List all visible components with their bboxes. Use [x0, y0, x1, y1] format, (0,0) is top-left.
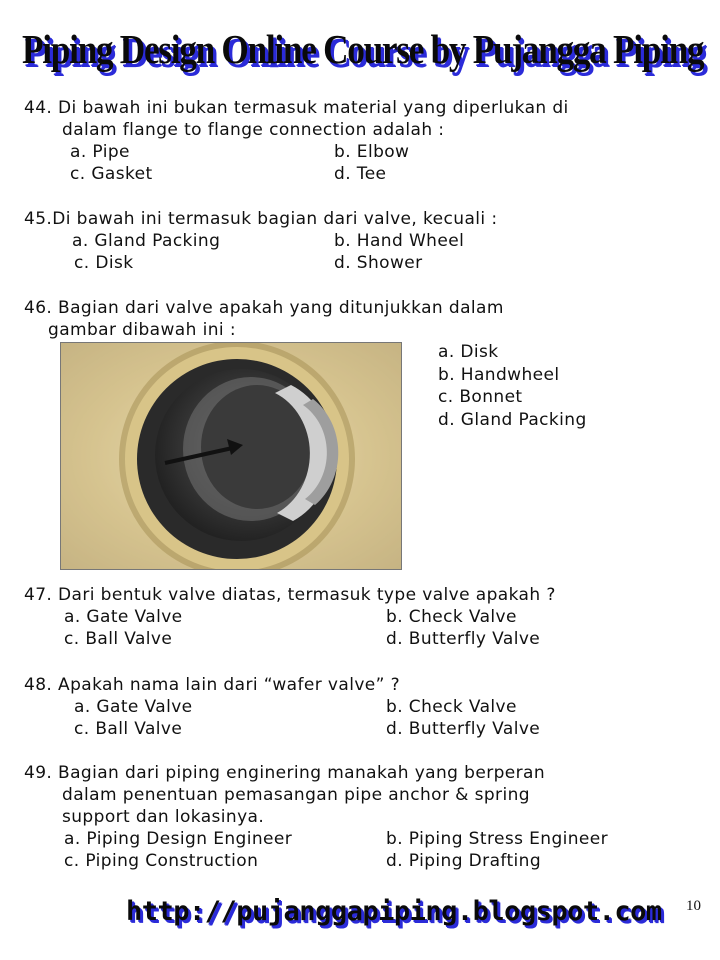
- option-b: b. Handwheel: [438, 364, 560, 385]
- options: [24, 230, 497, 274]
- page-number: 10: [686, 898, 701, 914]
- option-d: d. Tee: [334, 164, 387, 184]
- option-a: a. Disk: [438, 342, 499, 362]
- question-stem: 46. Bagian dari valve apakah yang ditunjukkan dalam: [24, 298, 504, 318]
- options: [24, 606, 556, 650]
- page-title: Piping Design Online Course by Pujangga Piping: [22, 26, 704, 72]
- option-b: b. Check Valve: [386, 697, 517, 717]
- option-a: a. Gate Valve: [74, 697, 193, 717]
- question-stem-cont: dalam flange to flange connection adalah :: [62, 120, 445, 140]
- valve-disk-photo: [60, 342, 402, 570]
- question-44: [24, 97, 569, 185]
- question-47: [24, 584, 556, 650]
- option-a: a. Piping Design Engineer: [64, 829, 293, 849]
- question-46: [24, 297, 504, 341]
- options: [24, 696, 541, 740]
- question-45: [24, 208, 497, 274]
- option-b: b. Elbow: [334, 142, 410, 162]
- question-49: [24, 762, 609, 872]
- option-b: b. Piping Stress Engineer: [386, 829, 609, 849]
- question-stem: 49. Bagian dari piping enginering manakah yang berperan: [24, 763, 546, 783]
- question-stem-cont: support dan lokasinya.: [62, 807, 265, 827]
- option-c: c. Piping Construction: [64, 851, 259, 871]
- option-c: c. Gasket: [70, 164, 153, 184]
- option-b: b. Hand Wheel: [334, 231, 465, 251]
- option-a: a. Gate Valve: [64, 607, 183, 627]
- valve-photo-illustration: [61, 343, 401, 569]
- options: [24, 141, 569, 185]
- option-d: d. Butterfly Valve: [386, 719, 541, 739]
- question-stem: 48. Apakah nama lain dari “wafer valve” ?: [24, 675, 401, 695]
- option-d: d. Shower: [334, 253, 423, 273]
- question-48: [24, 674, 541, 740]
- option-c: c. Bonnet: [438, 387, 523, 407]
- option-a: a. Gland Packing: [72, 231, 221, 251]
- option-d: d. Piping Drafting: [386, 851, 542, 871]
- options: [24, 828, 609, 872]
- question-stem-cont: gambar dibawah ini :: [48, 320, 236, 340]
- option-c: c. Ball Valve: [74, 719, 183, 739]
- question-stem: 45.Di bawah ini termasuk bagian dari valve, kecuali :: [24, 209, 498, 229]
- option-d: d. Butterfly Valve: [386, 629, 541, 649]
- option-c: c. Disk: [74, 253, 134, 273]
- option-a: a. Pipe: [70, 142, 130, 162]
- footer-url: http://pujanggapiping.blogspot.com: [126, 896, 662, 927]
- question-stem: 44. Di bawah ini bukan termasuk material yang diperlukan di: [24, 98, 569, 118]
- option-d: d. Gland Packing: [438, 409, 587, 430]
- question-stem-cont: dalam penentuan pemasangan pipe anchor & spring: [62, 785, 530, 805]
- option-b: b. Check Valve: [386, 607, 517, 627]
- question-46-options: [438, 341, 587, 431]
- option-c: c. Ball Valve: [64, 629, 173, 649]
- question-stem: 47. Dari bentuk valve diatas, termasuk type valve apakah ?: [24, 585, 556, 605]
